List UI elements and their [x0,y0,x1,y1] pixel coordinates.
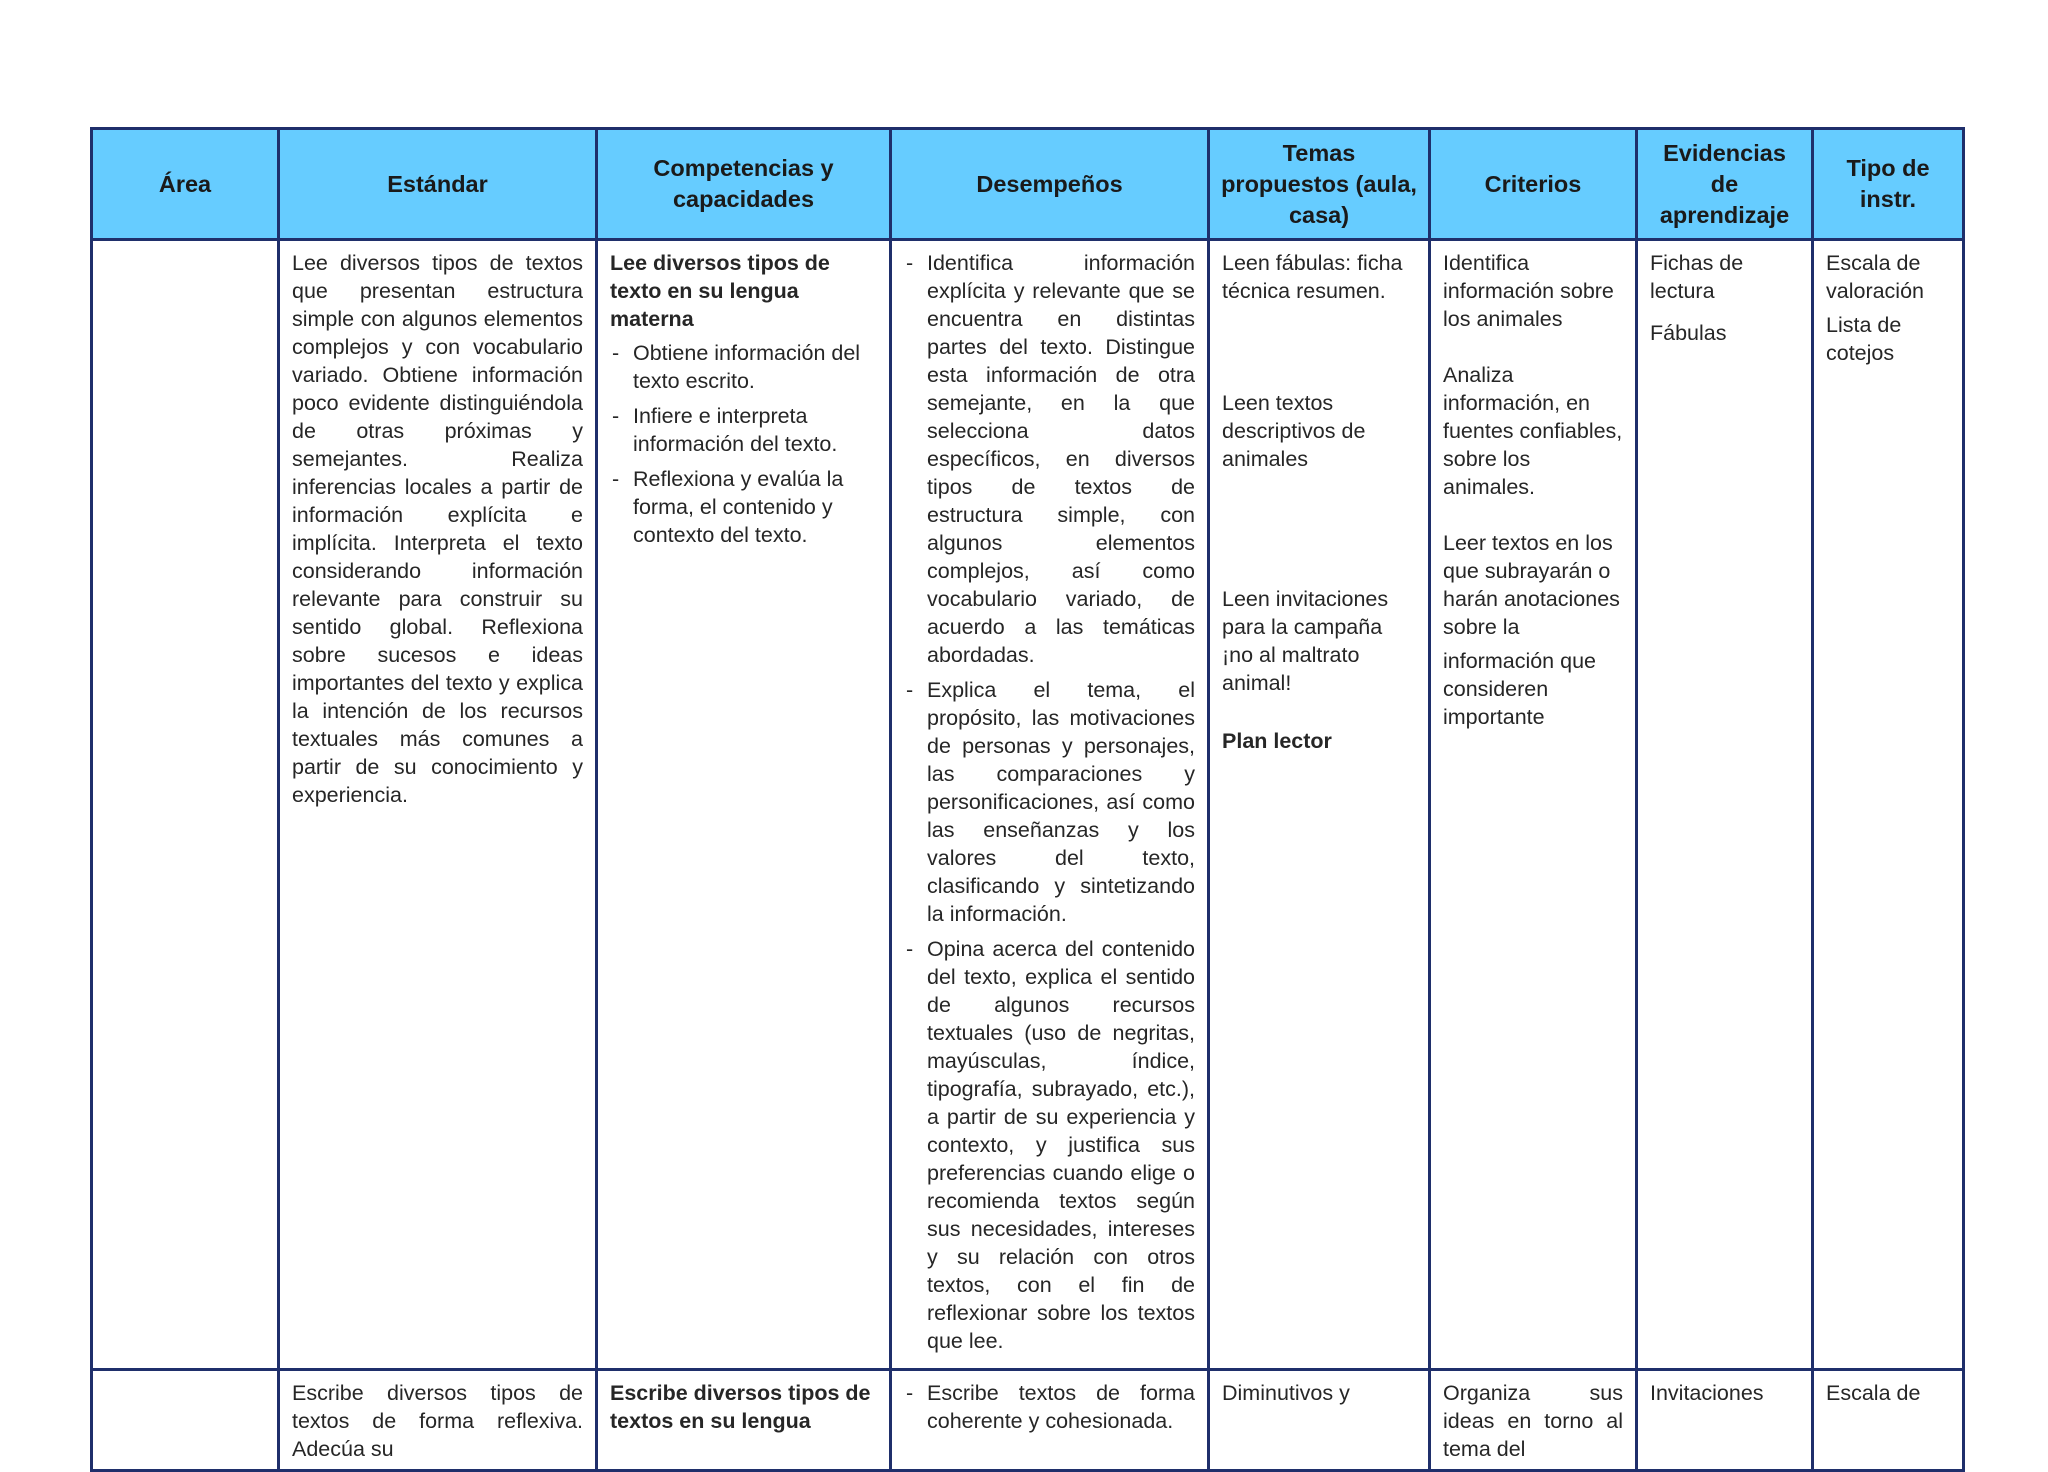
list-item: - Obtiene información del texto escrito. [610,339,877,395]
tema-diminutivos: Diminutivos y [1222,1381,1350,1405]
desempenos-cell [891,240,1209,1370]
temas-cell [1209,240,1430,1370]
list-item: - Infiere e interpreta información del texto. [610,402,877,458]
estandar-cell [279,240,597,1370]
list-item: - Explica el tema, el propósito, las motivaciones de personas y personajes, las comparaciones y personificaciones, así como las enseñanzas y los valores del texto, clasificando y sintetizando la información. [904,676,1195,928]
competencias-cell [597,240,891,1370]
instrumento-escala: Escala de valoración [1826,251,1924,303]
criterio-4: información que consideren importante [1443,649,1596,729]
header-temas: Temas propuestos (aula, casa) [1209,129,1430,240]
criterio-3: Leer textos en los que subrayarán o harán anotaciones sobre la [1443,531,1620,639]
competencia-title: Lee diversos tipos de texto en su lengua materna [610,251,830,331]
list-item: - Escribe textos de forma coherente y cohesionada. [904,1379,1195,1435]
estandar-cell [279,1370,597,1471]
table-header-row [92,129,1964,240]
tipo-cell [1813,240,1964,1370]
list-item: - Identifica información explícita y relevante que se encuentra en distintas partes del texto. Distingue esta información de otra semejante, en la que selecciona datos específicos, en diversos tipos de textos de estructura simple, con algunos elementos complejos, así como vocabulario variado, de acuerdo a las temáticas abordadas. [904,249,1195,669]
header-competencias: Competencias y capacidades [597,129,891,240]
competencias-cell [597,1370,891,1471]
estandar-text: Lee diversos tipos de textos que presentan estructura simple con algunos elementos complejos y con vocabulario variado. Obtiene información poco evidente distinguiéndola de otras próximas y semejantes. Realiza inferencias locales a partir de información explícita e implícita. Interpreta el texto considerando información relevante para construir su sentido global. Reflexiona sobre sucesos e ideas importantes del texto y explica la intención de los recursos textuales más comunes a partir de su conocimiento y experiencia. [292,251,583,807]
area-cell [92,240,279,1370]
desempenos-list [904,249,1195,1355]
temas-cell [1209,1370,1430,1471]
criterios-cell [1430,240,1637,1370]
criterios-cell [1430,1370,1637,1471]
area-cell [92,1370,279,1471]
planning-table [90,127,1965,1472]
evidencia-invitaciones: Invitaciones [1650,1381,1764,1405]
list-item: - Opina acerca del contenido del texto, explica el sentido de algunos recursos textuales (uso de negritas, mayúsculas, índice, tipografía, subrayado, etc.), a partir de su experiencia y contexto, y justifica sus preferencias cuando elige o recomienda textos según sus necesidades, intereses y su relación con otros textos, con el fin de reflexionar sobre los textos que lee. [904,935,1195,1355]
tipo-cell [1813,1370,1964,1471]
evidencias-cell [1637,1370,1813,1471]
estandar-text: Escribe diversos tipos de textos de forma reflexiva. Adecúa su [292,1381,583,1461]
evidencia-fichas: Fichas de lectura [1650,251,1744,303]
instrumento-escala: Escala de [1826,1381,1921,1405]
header-desempenos: Desempeños [891,129,1209,240]
desempenos-list [904,1379,1195,1435]
criterio-2: Analiza información, en fuentes confiables, sobre los animales. [1443,363,1623,499]
instrumento-lista: Lista de cotejos [1826,313,1902,365]
criterio-organiza: Organiza sus ideas en torno al tema del [1443,1381,1623,1461]
desempenos-cell [891,1370,1209,1471]
tema-invitaciones: Leen invitaciones para la campaña ¡no al maltrato animal! [1222,587,1389,695]
capacidades-list [610,339,877,549]
header-evidencias: Evidencias de aprendizaje [1637,129,1813,240]
list-item: - Reflexiona y evalúa la forma, el contenido y contexto del texto. [610,465,877,549]
evidencia-fabulas: Fábulas [1650,321,1727,345]
table-row [92,1370,1964,1471]
tema-plan-lector: Plan lector [1222,729,1332,753]
header-criterios: Criterios [1430,129,1637,240]
evidencias-cell [1637,240,1813,1370]
competencia-title: Escribe diversos tipos de textos en su lengua [610,1381,871,1433]
header-tipo: Tipo de instr. [1813,129,1964,240]
tema-descriptivos: Leen textos descriptivos de animales [1222,391,1366,471]
header-estandar: Estándar [279,129,597,240]
header-area: Área [92,129,279,240]
tema-fabulas: Leen fábulas: ficha técnica resumen. [1222,251,1403,303]
table-row [92,240,1964,1370]
criterio-1: Identifica información sobre los animales [1443,251,1614,331]
